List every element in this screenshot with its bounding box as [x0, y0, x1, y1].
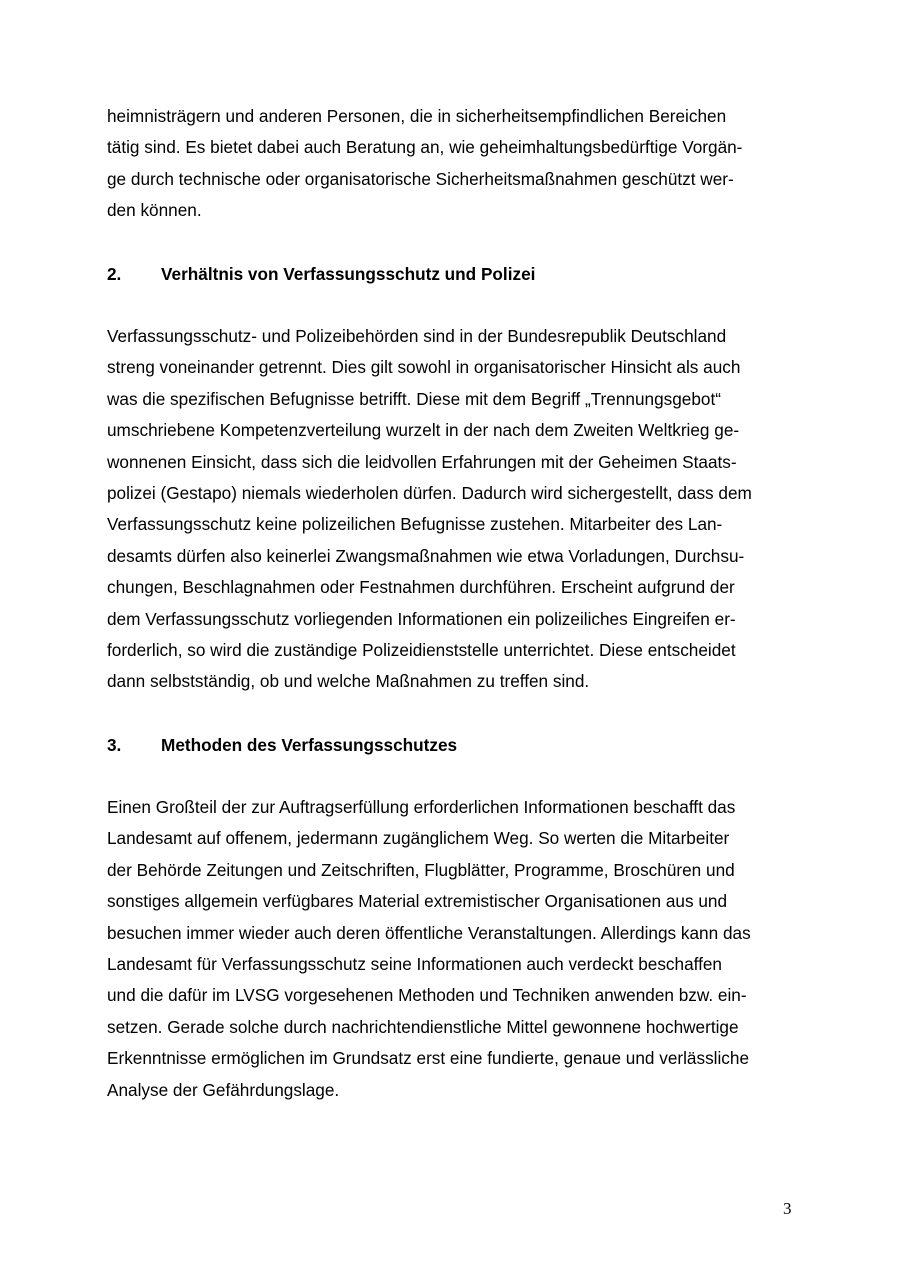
text-line: forderlich, so wird die zuständige Polizeidienststelle unterrichtet. Diese entscheidet [107, 639, 736, 660]
text-line: dem Verfassungsschutz vorliegenden Informationen ein polizeiliches Eingreifen er- [107, 608, 736, 629]
text-line: streng voneinander getrennt. Dies gilt sowohl in organisatorischer Hinsicht als auch [107, 357, 741, 378]
text-line: sonstiges allgemein verfügbares Material extremistischer Organisationen aus und [107, 891, 728, 912]
text-line: Verfassungsschutz keine polizeilichen Befugnisse zustehen. Mitarbeiter des Lan- [107, 514, 723, 535]
text-line: Analyse der Gefährdungslage. [107, 1079, 340, 1100]
text-line: chungen, Beschlagnahmen oder Festnahmen durchführen. Erscheint aufgrund der [107, 577, 735, 598]
paragraph-continuation [107, 101, 807, 227]
text-line: ge durch technische oder organisatorische Sicherheitsmaßnahmen geschützt wer- [107, 168, 734, 189]
text-line: heimnisträgern und anderen Personen, die in sicherheitsempfindlichen Bereichen [107, 106, 727, 126]
text-line: Landesamt auf offenem, jedermann zugänglichem Weg. So werten die Mitarbeiter [107, 828, 730, 849]
text-line: tätig sind. Es bietet dabei auch Beratung an, wie geheimhaltungsbedürftige Vorgän- [107, 137, 743, 158]
text-line: Einen Großteil der zur Auftragserfüllung erforderlichen Informationen beschafft das [107, 797, 736, 817]
page-number: 3 [783, 1199, 792, 1218]
section-title: Methoden des Verfassungsschutzes [161, 735, 458, 755]
text-line: polizei (Gestapo) niemals wiederholen dürfen. Dadurch wird sichergestellt, dass dem [107, 482, 752, 503]
section-number: 2. [107, 264, 122, 284]
section-title: Verhältnis von Verfassungsschutz und Polizei [161, 264, 536, 284]
text-line: dann selbstständig, ob und welche Maßnahmen zu treffen sind. [107, 671, 590, 692]
text-line: desamts dürfen also keinerlei Zwangsmaßnahmen wie etwa Vorladungen, Durchsu- [107, 545, 745, 566]
text-line: umschriebene Kompetenzverteilung wurzelt in der nach dem Zweiten Weltkrieg ge- [107, 420, 740, 441]
paragraph-methods [107, 792, 807, 1106]
text-line: wonnenen Einsicht, dass sich die leidvollen Erfahrungen mit der Geheimen Staats- [107, 451, 737, 472]
text-line: und die dafür im LVSG vorgesehenen Methoden und Techniken anwenden bzw. ein- [107, 985, 747, 1006]
text-line: Erkenntnisse ermöglichen im Grundsatz erst eine fundierte, genaue und verlässliche [107, 1048, 750, 1069]
text-line: besuchen immer wieder auch deren öffentliche Veranstaltungen. Allerdings kann das [107, 922, 751, 943]
text-line: der Behörde Zeitungen und Zeitschriften, Flugblätter, Programme, Broschüren und [107, 859, 735, 880]
paragraph-relationship-police [107, 321, 807, 698]
text-line: Landesamt für Verfassungsschutz seine Informationen auch verdeckt beschaffen [107, 953, 722, 974]
text-line: den können. [107, 200, 202, 221]
section-number: 3. [107, 735, 122, 755]
text-line: Verfassungsschutz- und Polizeibehörden sind in der Bundesrepublik Deutschland [107, 326, 727, 346]
text-line: setzen. Gerade solche durch nachrichtendienstliche Mittel gewonnene hochwertige [107, 1016, 739, 1037]
text-line: was die spezifischen Befugnisse betrifft. Diese mit dem Begriff „Trennungsgebot“ [107, 388, 721, 409]
